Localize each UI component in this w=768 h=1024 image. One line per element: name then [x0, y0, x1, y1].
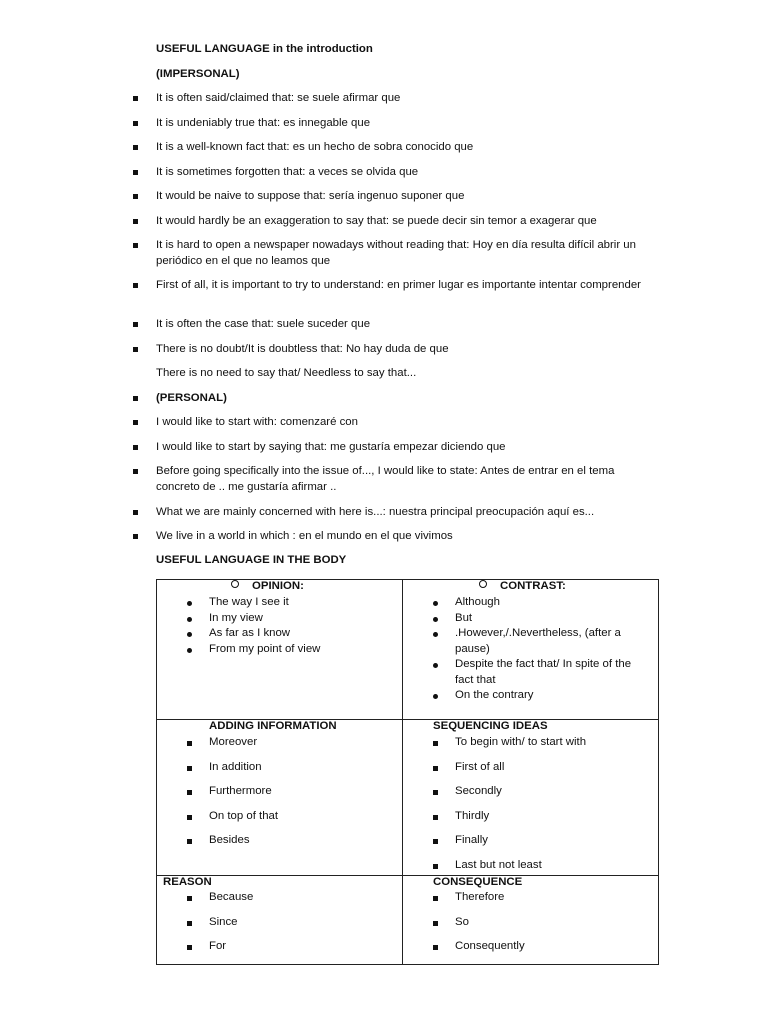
list-item: There is no doubt/It is doubtless that: No hay duda de que	[156, 343, 449, 355]
bullet-square-icon	[133, 469, 138, 474]
bullet-square-icon	[433, 921, 438, 926]
bullet-square-icon	[433, 790, 438, 795]
reason-cell	[157, 876, 403, 965]
list-item: I would like to start with: comenzaré con	[156, 416, 358, 428]
bullet-square-icon	[133, 510, 138, 515]
sequencing-heading: SEQUENCING IDEAS	[433, 720, 548, 732]
bullet-square-icon	[133, 219, 138, 224]
list-item: First of all	[455, 761, 505, 773]
bullet-square-icon	[433, 945, 438, 950]
consequence-cell	[403, 876, 659, 965]
list-item: It would hardly be an exaggeration to say that: se puede decir sin temor a exagerar que	[156, 215, 597, 227]
bullet-dot-icon	[187, 632, 192, 637]
bullet-square-icon	[133, 322, 138, 327]
bullet-dot-icon	[433, 663, 438, 668]
list-item: As far as I know	[209, 627, 291, 639]
bullet-dot-icon	[187, 648, 192, 653]
reason-heading: REASON	[163, 876, 212, 888]
list-item: It is sometimes forgotten that: a veces se olvida que	[156, 166, 419, 178]
list-item: Before going specifically into the issue of..., I would like to state: Antes de entrar en el tema concreto de .. me gustaría afirmar ..	[156, 465, 615, 493]
list-item: What we are mainly concerned with here is...: nuestra principal preocupación aquí es...	[156, 506, 595, 518]
list-item: It is a well-known fact that: es un hecho de sobra conocido que	[156, 141, 474, 153]
bullet-square-icon	[433, 896, 438, 901]
list-item: .However,/.Nevertheless, (after a pause)	[455, 627, 621, 655]
list-item: In addition	[209, 761, 262, 773]
list-item: Although	[455, 596, 500, 608]
list-item: On the contrary	[455, 689, 534, 701]
no-need-line: There is no need to say that/ Needless to say that...	[156, 367, 417, 379]
consequence-heading: CONSEQUENCE	[433, 876, 523, 888]
sequencing-cell	[403, 720, 659, 876]
bullet-square-icon	[433, 839, 438, 844]
list-item: Consequently	[455, 940, 525, 952]
list-item: Because	[209, 891, 254, 903]
list-item: From my point of view	[209, 643, 321, 655]
bullet-square-icon	[187, 815, 192, 820]
list-item: But	[455, 612, 473, 624]
list-item: It would be naive to suppose that: sería ingenuo suponer que	[156, 190, 465, 202]
list-item: The way I see it	[209, 596, 289, 608]
contrast-label: CONTRAST:	[500, 580, 566, 592]
bullet-dot-icon	[433, 601, 438, 606]
list-item: Moreover	[209, 736, 258, 748]
list-item: I would like to start by saying that: me gustaría empezar diciendo que	[156, 441, 506, 453]
intro-title: USEFUL LANGUAGE in the introduction	[156, 43, 373, 55]
list-item: In my view	[209, 612, 263, 624]
connectors-table	[156, 579, 659, 965]
personal-label: (PERSONAL)	[156, 392, 227, 404]
list-item: To begin with/ to start with	[455, 736, 587, 748]
bullet-square-icon	[433, 864, 438, 869]
list-item: Furthermore	[209, 785, 272, 797]
list-item: Since	[209, 916, 238, 928]
contrast-heading	[479, 580, 566, 592]
bullet-square-icon	[433, 815, 438, 820]
list-item: Last but not least	[455, 859, 542, 871]
impersonal-label: (IMPERSONAL)	[156, 68, 240, 80]
list-item: For	[209, 940, 227, 952]
bullet-square-icon	[133, 170, 138, 175]
bullet-square-icon	[133, 445, 138, 450]
contrast-cell	[403, 580, 659, 720]
bullet-square-icon	[133, 347, 138, 352]
bullet-square-icon	[133, 396, 138, 401]
bullet-square-icon	[133, 283, 138, 288]
bullet-square-icon	[133, 420, 138, 425]
bullet-square-icon	[133, 194, 138, 199]
circle-bullet-icon	[231, 580, 239, 588]
opinion-cell	[157, 580, 403, 720]
list-item: On top of that	[209, 810, 279, 822]
circle-bullet-icon	[479, 580, 487, 588]
list-item: It is often the case that: suele suceder que	[156, 318, 371, 330]
list-item: Therefore	[455, 891, 505, 903]
bullet-square-icon	[187, 790, 192, 795]
bullet-square-icon	[133, 243, 138, 248]
bullet-square-icon	[187, 741, 192, 746]
bullet-square-icon	[433, 741, 438, 746]
bullet-dot-icon	[433, 617, 438, 622]
bullet-dot-icon	[187, 601, 192, 606]
list-item: Despite the fact that/ In spite of the fact that	[455, 658, 632, 686]
bullet-square-icon	[187, 896, 192, 901]
list-item: It is often said/claimed that: se suele afirmar que	[156, 92, 401, 104]
bullet-square-icon	[187, 921, 192, 926]
list-item: Besides	[209, 834, 250, 846]
bullet-square-icon	[187, 766, 192, 771]
bullet-square-icon	[187, 839, 192, 844]
adding-heading: ADDING INFORMATION	[209, 720, 337, 732]
bullet-dot-icon	[433, 694, 438, 699]
bullet-dot-icon	[433, 632, 438, 637]
opinion-label: OPINION:	[252, 580, 304, 592]
list-item: First of all, it is important to try to understand: en primer lugar es importante intentar comprender	[156, 279, 641, 291]
bullet-square-icon	[187, 945, 192, 950]
list-item: We live in a world in which : en el mundo en el que vivimos	[156, 530, 453, 542]
body-title: USEFUL LANGUAGE IN THE BODY	[156, 554, 347, 566]
adding-cell	[157, 720, 403, 876]
list-item: It is hard to open a newspaper nowadays without reading that: Hoy en día resulta difícil abrir un periódico en el que no leamos que	[156, 239, 636, 267]
bullet-square-icon	[133, 145, 138, 150]
opinion-heading	[231, 580, 304, 592]
bullet-dot-icon	[187, 617, 192, 622]
bullet-square-icon	[133, 121, 138, 126]
bullet-square-icon	[133, 96, 138, 101]
list-item: Finally	[455, 834, 488, 846]
list-item: Secondly	[455, 785, 502, 797]
list-item: Thirdly	[455, 810, 490, 822]
list-item: It is undeniably true that: es innegable que	[156, 117, 371, 129]
bullet-square-icon	[433, 766, 438, 771]
list-item: So	[455, 916, 469, 928]
bullet-square-icon	[133, 534, 138, 539]
